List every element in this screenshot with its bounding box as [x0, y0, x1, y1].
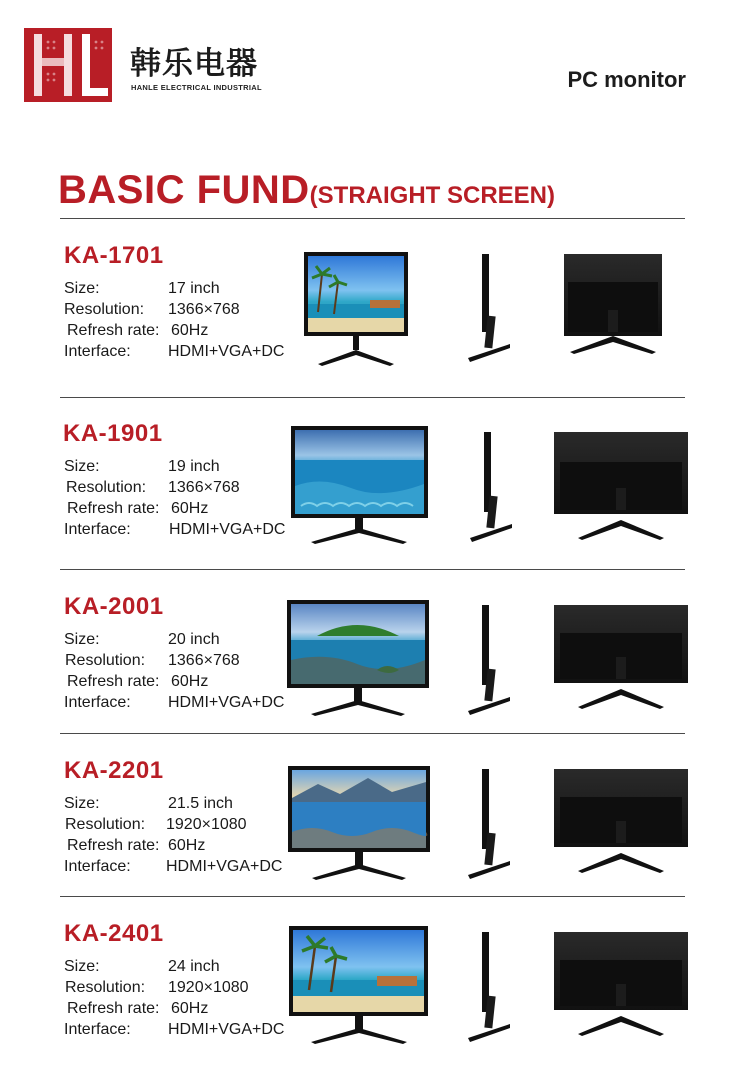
divider [60, 896, 685, 897]
spec-value-resolution: 1366×768 [168, 301, 240, 318]
monitor-back-image [554, 605, 688, 713]
monitor-side-image [466, 932, 512, 1042]
spec-value-refresh: 60Hz [171, 673, 209, 690]
spec-label-size: Size: [64, 631, 100, 648]
spec-value-resolution: 1920×1080 [168, 979, 249, 996]
section-title-sub: (STRAIGHT SCREEN) [309, 182, 556, 209]
monitor-front-image [289, 926, 428, 1044]
divider [60, 218, 685, 219]
monitor-side-image [468, 432, 514, 542]
spec-label-resolution: Resolution: [65, 979, 146, 996]
product-card [0, 757, 750, 917]
divider [60, 397, 685, 398]
spec-label-size: Size: [64, 795, 100, 812]
model-name: KA-2001 [64, 593, 164, 620]
product-card [0, 420, 750, 580]
page-label: PC monitor [567, 67, 686, 92]
spec-label-refresh: Refresh rate: [67, 673, 160, 690]
spec-label-resolution: Resolution: [64, 301, 145, 318]
spec-label-size: Size: [64, 958, 100, 975]
brand-name-cn: 韩乐电器 [130, 46, 258, 82]
spec-value-size: 21.5 inch [168, 795, 233, 812]
monitor-back-image [554, 769, 688, 877]
header [0, 0, 750, 120]
hanle-logo-icon [24, 28, 112, 102]
monitor-side-image [466, 605, 512, 715]
spec-value-refresh: 60Hz [171, 1000, 209, 1017]
model-name: KA-2401 [64, 920, 164, 947]
spec-label-refresh: Refresh rate: [67, 1000, 160, 1017]
spec-label-size: Size: [64, 458, 100, 475]
spec-value-interface: HDMI+VGA+DC [168, 343, 285, 360]
spec-label-interface: Interface: [64, 694, 131, 711]
monitor-side-image [466, 254, 512, 364]
spec-label-interface: Interface: [64, 858, 131, 875]
spec-label-refresh: Refresh rate: [67, 500, 160, 517]
monitor-back-image [554, 432, 688, 544]
spec-label-refresh: Refresh rate: [67, 322, 160, 339]
spec-value-size: 24 inch [168, 958, 220, 975]
spec-value-refresh: 60Hz [171, 322, 209, 339]
spec-value-resolution: 1920×1080 [166, 816, 247, 833]
monitor-front-image [287, 600, 429, 716]
spec-value-resolution: 1366×768 [168, 479, 240, 496]
spec-label-interface: Interface: [64, 1021, 131, 1038]
product-card [0, 593, 750, 753]
monitor-back-image [554, 932, 688, 1040]
product-card [0, 242, 750, 402]
spec-value-size: 20 inch [168, 631, 220, 648]
product-card [0, 920, 750, 1080]
model-name: KA-2201 [64, 757, 164, 784]
spec-value-interface: HDMI+VGA+DC [169, 521, 286, 538]
spec-label-size: Size: [64, 280, 100, 297]
section-title-main: BASIC FUND [58, 168, 310, 212]
spec-label-refresh: Refresh rate: [67, 837, 160, 854]
spec-label-interface: Interface: [64, 521, 131, 538]
monitor-front-image [291, 426, 428, 544]
section-title [58, 168, 555, 213]
monitor-side-image [466, 769, 512, 879]
spec-value-size: 19 inch [168, 458, 220, 475]
monitor-front-image [304, 252, 408, 368]
spec-value-refresh: 60Hz [171, 500, 209, 517]
monitor-front-image [288, 766, 430, 880]
spec-value-size: 17 inch [168, 280, 220, 297]
spec-value-interface: HDMI+VGA+DC [168, 1021, 285, 1038]
model-name: KA-1701 [64, 242, 164, 269]
spec-value-interface: HDMI+VGA+DC [166, 858, 283, 875]
model-name: KA-1901 [63, 420, 163, 447]
monitor-back-image [564, 254, 664, 364]
divider [60, 569, 685, 570]
spec-value-refresh: 60Hz [168, 837, 206, 854]
divider [60, 733, 685, 734]
spec-label-resolution: Resolution: [66, 479, 147, 496]
spec-label-resolution: Resolution: [65, 816, 146, 833]
spec-value-interface: HDMI+VGA+DC [168, 694, 285, 711]
spec-value-resolution: 1366×768 [168, 652, 240, 669]
brand-name-en: HANLE ELECTRICAL INDUSTRIAL [131, 83, 262, 92]
spec-label-resolution: Resolution: [65, 652, 146, 669]
spec-label-interface: Interface: [64, 343, 131, 360]
